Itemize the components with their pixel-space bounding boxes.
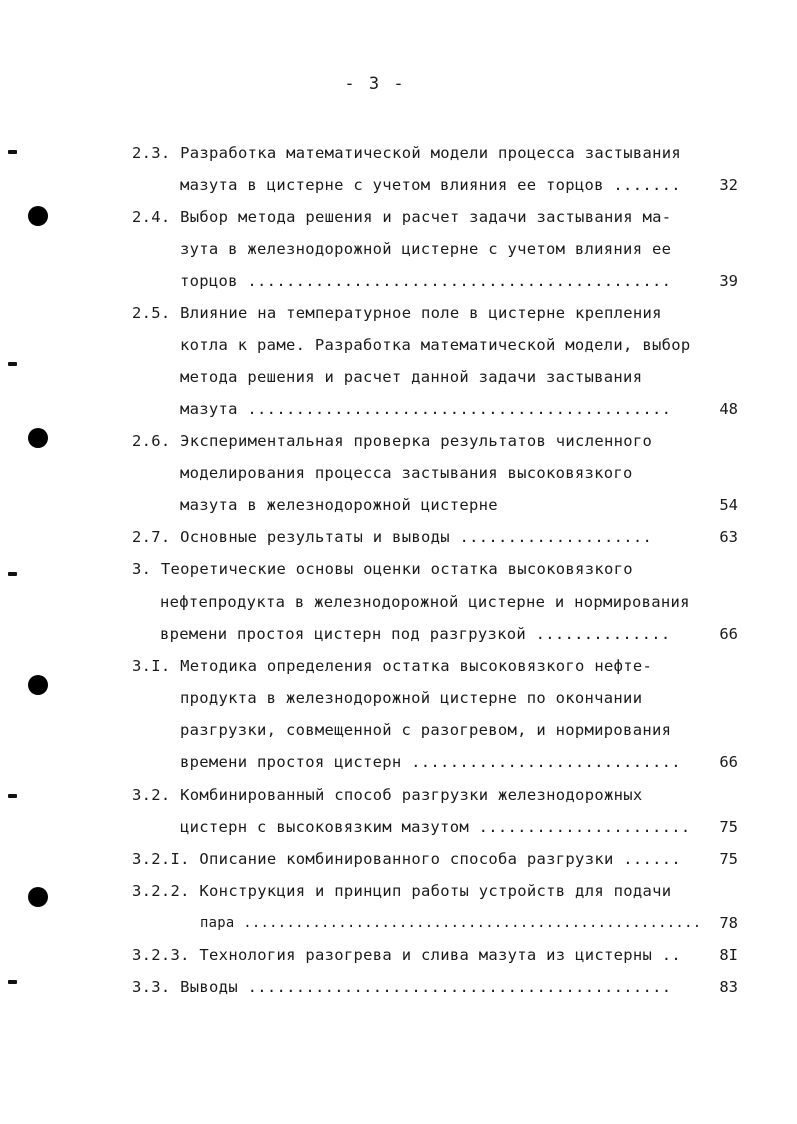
binder-hole (28, 428, 48, 448)
toc-page-number: 39 (719, 272, 738, 290)
toc-page-number: 83 (719, 978, 738, 996)
toc-line: 3.2.3. Технология разогрева и слива мазута из цистерны .. (132, 946, 682, 964)
margin-mark (8, 362, 17, 366)
toc-line: 3.2.2. Конструкция и принцип работы устройств для подачи (132, 882, 672, 900)
margin-mark (8, 794, 17, 798)
toc-line: нефтепродукта в железнодорожной цистерне и нормирования (160, 593, 690, 611)
toc-line: 3. Теоретические основы оценки остатка высоковязкого (132, 560, 633, 578)
toc-line: мазута в железнодорожной цистерне (180, 496, 498, 514)
toc-page-number: 66 (719, 625, 738, 643)
toc-line: метода решения и расчет данной задачи застывания (180, 368, 643, 386)
toc-page-number: 63 (719, 528, 738, 546)
margin-mark (8, 980, 17, 984)
toc-line: 2.4. Выбор метода решения и расчет задачи застывания ма- (132, 208, 672, 226)
toc-line: зута в железнодорожной цистерне с учетом влияния ее (180, 240, 672, 258)
toc-line: времени простоя цистерн под разгрузкой .............. (160, 625, 671, 643)
toc-page-number: 66 (719, 753, 738, 771)
binder-hole (28, 887, 48, 907)
toc-line: 3.2.I. Описание комбинированного способа разгрузки ...... (132, 850, 682, 868)
margin-mark (8, 572, 17, 576)
toc-line: времени простоя цистерн ............................ (180, 753, 681, 771)
toc-page-number: 54 (719, 496, 738, 514)
toc-line: мазута ............................................ (180, 400, 672, 418)
toc-line: котла к раме. Разработка математической модели, выбор (180, 336, 691, 354)
toc-line: 3.I. Методика определения остатка высоковязкого нефте- (132, 657, 653, 675)
toc-page-number: 32 (719, 176, 738, 194)
binder-hole (28, 206, 48, 226)
toc-line: мазута в цистерне с учетом влияния ее торцов ....... (180, 176, 681, 194)
margin-mark (8, 150, 17, 154)
toc-page-number: 75 (719, 850, 738, 868)
toc-line: торцов ............................................ (180, 272, 672, 290)
toc-page-number: 48 (719, 400, 738, 418)
toc-line: пара ..................................................... (200, 915, 702, 931)
toc-line: 3.3. Выводы ............................................ (132, 978, 672, 996)
toc-page-number: 78 (719, 914, 738, 932)
toc-page-number: 8I (719, 946, 738, 964)
toc-line: 2.3. Разработка математической модели процесса застывания (132, 144, 682, 162)
toc-line: 2.5. Влияние на температурное поле в цистерне крепления (132, 304, 662, 322)
page-number: - 3 - (344, 74, 406, 94)
toc-line: 3.2. Комбинированный способ разгрузки железнодорожных (132, 786, 643, 804)
toc-line: 2.7. Основные результаты и выводы .................... (132, 528, 653, 546)
toc-line: продукта в железнодорожной цистерне по окончании (180, 689, 643, 707)
toc-page-number: 75 (719, 818, 738, 836)
binder-hole (28, 675, 48, 695)
toc-line: цистерн с высоковязким мазутом ...................... (180, 818, 691, 836)
toc-line: моделирования процесса застывания высоковязкого (180, 464, 633, 482)
toc-line: разгрузки, совмещенной с разогревом, и нормирования (180, 721, 672, 739)
toc-line: 2.6. Экспериментальная проверка результатов численного (132, 432, 653, 450)
